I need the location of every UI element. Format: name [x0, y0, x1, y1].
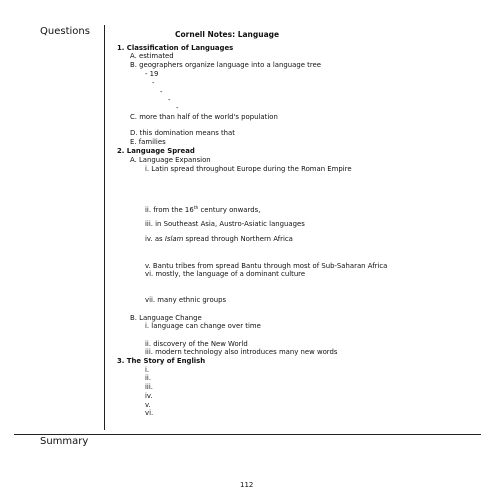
note-line: vi. [145, 409, 154, 417]
note-line: iii. [145, 383, 153, 391]
note-line: - [168, 96, 171, 104]
note-line: vii. many ethnic groups [145, 296, 227, 304]
note-line: A. Language Expansion [130, 156, 211, 164]
note-line: B. Language Change [130, 314, 202, 322]
note-line: i. language can change over time [145, 322, 261, 330]
note-line: - [152, 79, 155, 87]
note-line: D. this domination means that [130, 129, 235, 137]
note-line: vi. mostly, the language of a dominant culture [145, 270, 306, 278]
note-line: E. families [130, 138, 166, 146]
note-line: iii. modern technology also introduces many new words [145, 348, 338, 356]
note-line: v. Bantu tribes from spread Bantu through most of Sub-Saharan Africa [145, 262, 388, 270]
note-line: 3. The Story of English [117, 357, 206, 365]
note-line: - 19 [145, 70, 159, 78]
note-line: - [176, 104, 179, 112]
note-line: i. [145, 366, 150, 374]
note-line: iii. in Southeast Asia, Austro-Asiatic languages [145, 220, 305, 228]
summary-divider [14, 434, 481, 435]
note-line: 1. Classification of Languages [117, 44, 234, 52]
note-line: B. geographers organize language into a language tree [130, 61, 322, 69]
note-line: i. Latin spread throughout Europe during the Roman Empire [145, 165, 352, 173]
note-line: ii. from the 16th century onwards, [145, 206, 261, 214]
note-line: A. estimated [130, 52, 174, 60]
note-line: iv. [145, 392, 153, 400]
note-line: ii. discovery of the New World [145, 340, 248, 348]
note-line: - [160, 88, 163, 96]
note-line: 2. Language Spread [117, 147, 195, 155]
page-number: 112 [240, 481, 254, 489]
page-title: Cornell Notes: Language [175, 30, 280, 39]
note-line: iv. as Islam spread through Northern Africa [145, 235, 293, 243]
summary-label: Summary [40, 436, 89, 447]
note-line: v. [145, 401, 151, 409]
questions-label: Questions [40, 26, 90, 37]
note-line: C. more than half of the world's population [130, 113, 278, 121]
note-line: ii. [145, 374, 152, 382]
